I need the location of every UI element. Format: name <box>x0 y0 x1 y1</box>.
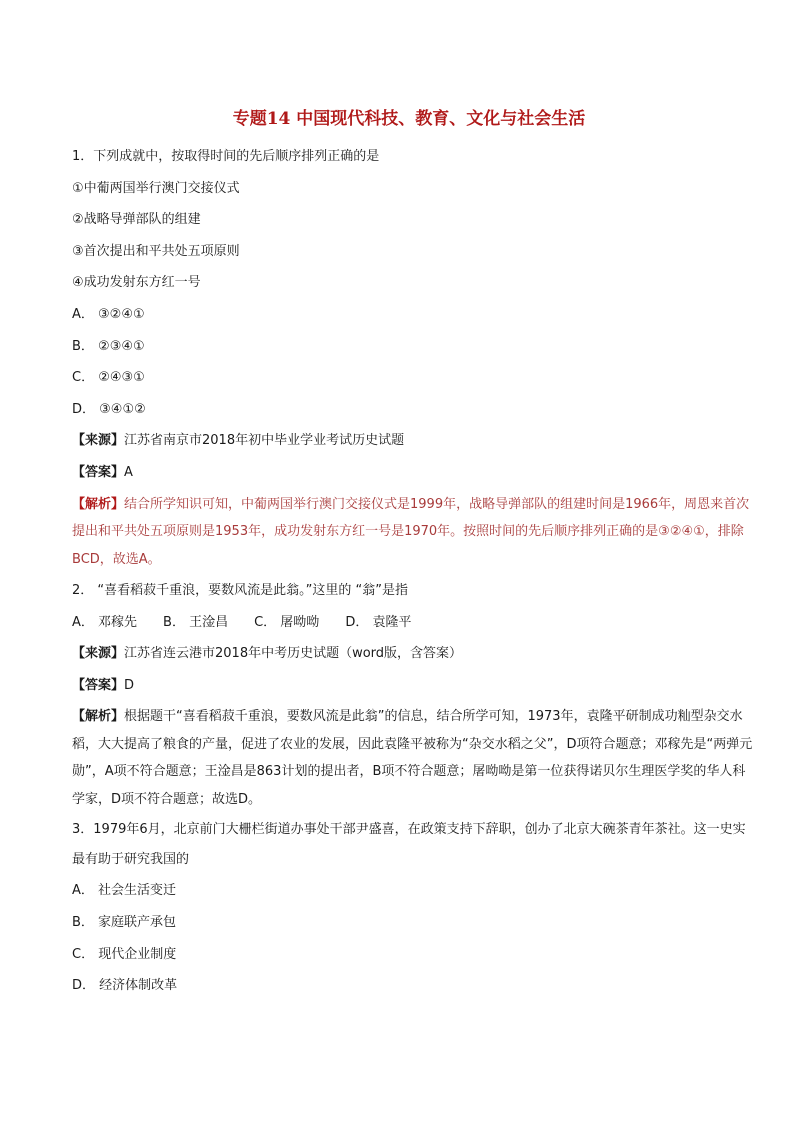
question-2-answer <box>72 670 754 702</box>
question-1-option-d: D． ③④①② <box>72 401 146 417</box>
answer-text: D <box>124 677 135 693</box>
question-1-option-b: B． ②③④① <box>72 338 145 354</box>
question-1-answer <box>72 457 754 489</box>
question-2-source <box>72 638 754 670</box>
question-1-source <box>72 425 754 457</box>
question-1-option-a: A． ③②④① <box>72 306 145 322</box>
question-3-option-b: B． 家庭联产承包 <box>72 915 177 930</box>
question-1-item-1: ①中葡两国举行澳门交接仪式 <box>72 180 240 196</box>
question-3 <box>72 815 754 1001</box>
question-3-stem: 3．1979年6月，北京前门大栅栏街道办事处干部尹盛喜，在政策支持下辞职，创办了北京大碗茶青年茶社。这一史实最有助于研究我国的 <box>72 822 746 868</box>
question-2-analysis <box>72 703 754 813</box>
analysis-text: 结合所学知识可知，中葡两国举行澳门交接仪式是1999年，战略导弹部队的组建时间是1966年，周恩来首次提出和平共处五项原则是1953年，成功发射东方红一号是1970年。按照时间的先后顺序排列正确的是③②④①，排除BCD，故选A。 <box>72 496 750 567</box>
question-2-option-c: C． 屠呦呦 <box>254 614 320 630</box>
question-2-option-b: B． 王淦昌 <box>163 614 229 630</box>
answer-tag: 【答案】 <box>72 677 125 693</box>
analysis-text: 根据题干“喜看稻菽千重浪，要数风流是此翁”的信息，结合所学可知，1973年，袁隆平研制成功籼型杂交水稻，大大提高了粮食的产量，促进了农业的发展，因此袁隆平被称为“杂交水稻之父”，D项符合题意；邓稼先是“两弹元勋”，A项不符合题意；王淦昌是863计划的提出者，B项不符合题意；屠呦呦是第一位获得诺贝尔生理医学奖的华人科学家，D项不符合题意；故选D。 <box>72 709 753 807</box>
question-2-option-d: D． 袁隆平 <box>345 614 412 630</box>
source-text: 江苏省连云港市2018年中考历史试题（word版，含答案） <box>124 646 463 662</box>
question-2 <box>72 575 754 813</box>
analysis-tag: 【解析】 <box>72 496 125 512</box>
question-1-item-2: ②战略导弹部队的组建 <box>72 212 201 228</box>
answer-tag: 【答案】 <box>72 464 125 480</box>
question-2-options <box>72 607 754 639</box>
question-1-stem: 1．下列成就中，按取得时间的先后顺序排列正确的是 <box>72 149 380 164</box>
analysis-tag: 【解析】 <box>72 709 125 725</box>
question-2-option-a: A． 邓稼先 <box>72 614 138 630</box>
source-tag: 【来源】 <box>72 433 125 449</box>
question-1 <box>72 141 754 573</box>
question-3-option-d: D． 经济体制改革 <box>72 978 178 994</box>
question-1-item-3: ③首次提出和平共处五项原则 <box>72 243 240 259</box>
question-1-item-4: ④成功发射东方红一号 <box>72 275 201 291</box>
source-tag: 【来源】 <box>72 646 125 662</box>
source-text: 江苏省南京市2018年初中毕业学业考试历史试题 <box>124 433 405 449</box>
question-1-analysis <box>72 491 754 574</box>
question-1-option-c: C． ②④③① <box>72 370 145 386</box>
page-title: 专题14 中国现代科技、教育、文化与社会生活 <box>232 109 586 129</box>
question-2-stem: 2． “喜看稻菽千重浪，要数风流是此翁。”这里的 “翁”是指 <box>72 583 408 599</box>
question-3-option-a: A． 社会生活变迁 <box>72 883 177 899</box>
question-3-option-c: C． 现代企业制度 <box>72 946 177 962</box>
answer-text: A <box>124 464 133 480</box>
